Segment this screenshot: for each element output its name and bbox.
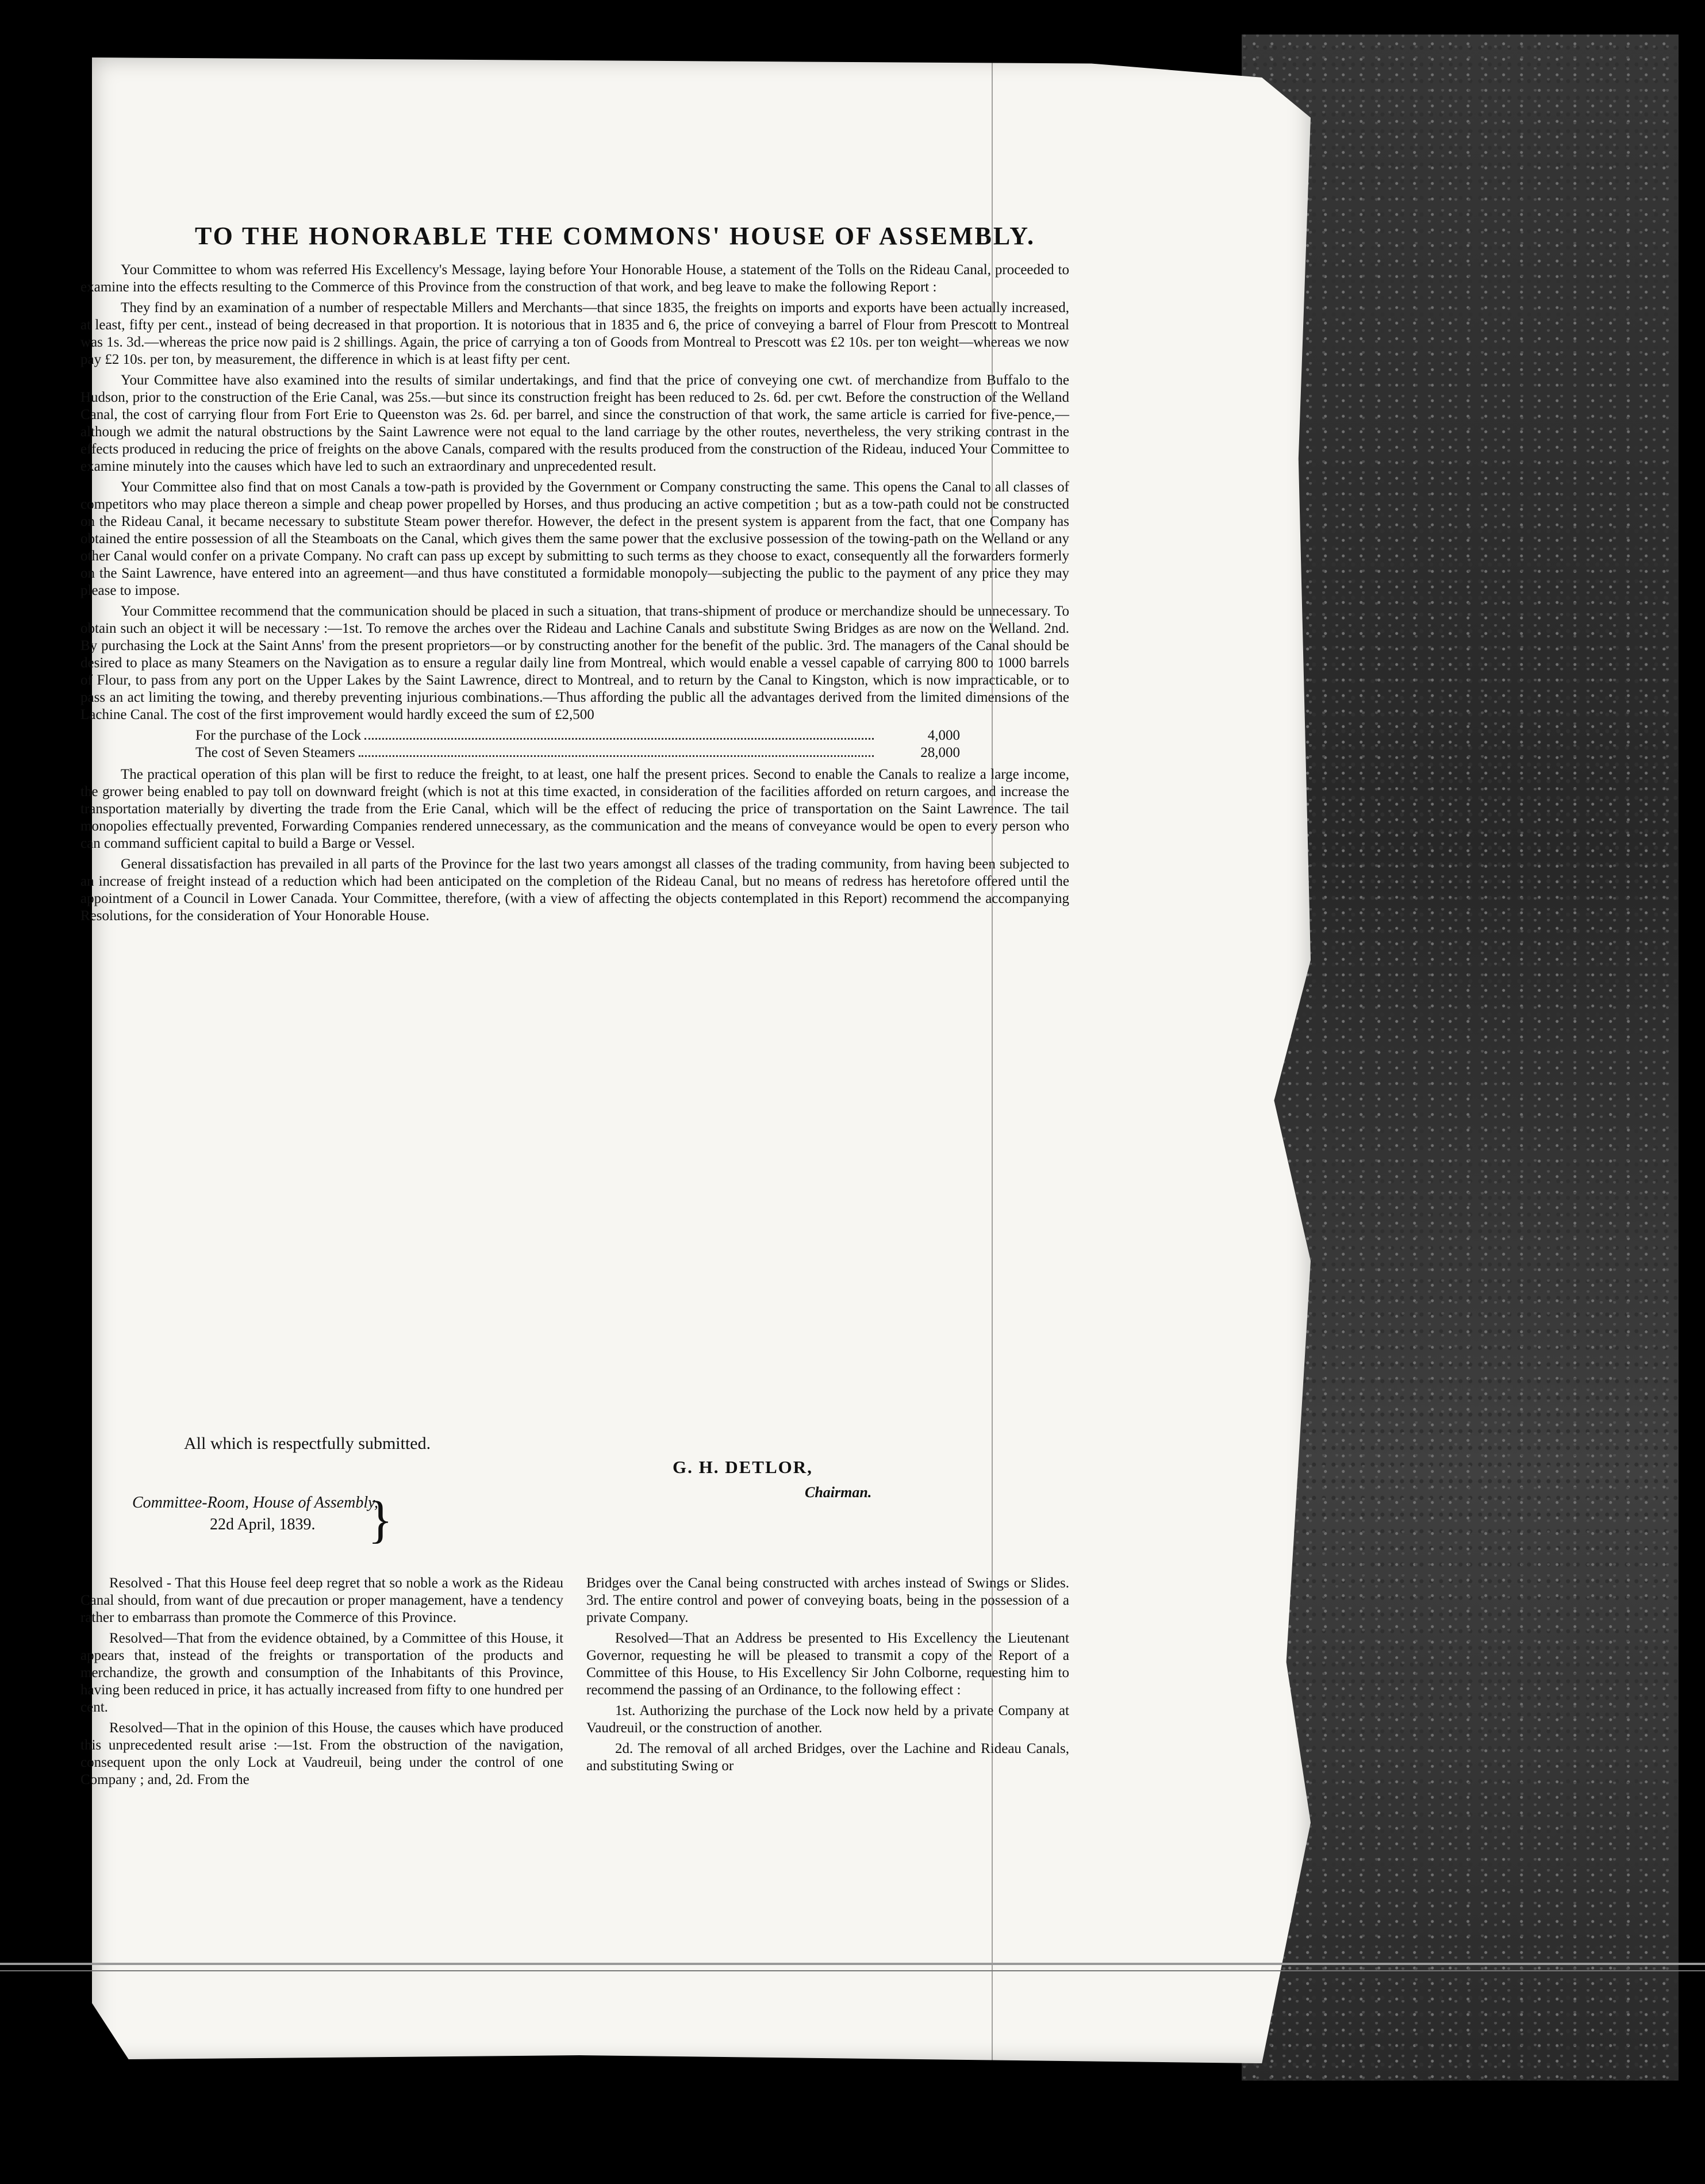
- cost-row: [195, 744, 960, 762]
- brace-glyph: }: [368, 1491, 393, 1548]
- resolution: Resolved - That this House feel deep regret that so noble a work as the Rideau Canal should, from want of due precaution or proper management, have a tendency rather to embarrass than promote the Commerce of this Province.: [80, 1575, 563, 1625]
- committee-block: [132, 1492, 378, 1536]
- paragraph: Your Committee recommend that the communication should be placed in such a situation, that trans-shipment of produce or merchandize should be unnecessary. To obtain such an object it will be necessary :—1st. To remove the arches over the Rideau and Lachine Canals and substitute Swing Bridges as are now on the Welland. 2nd. By purchasing the Lock at the Saint Anns' from the present proprietors—or by constructing another for the benefit of the public. 3rd. The managers of the Canal should be desired to place as many Steamers on the Navigation as to ensure a regular daily line from Montreal, which would enable a vessel capable of carrying 800 to 1000 barrels of Flour, to pass from any port on the Upper Lakes by the Saint Lawrence, direct to Montreal, and to return by the Canal to Kingston, which is now impracticable, or to pass an act limiting the towing, and thereby preventing injurious combinations.—Thus affording the public all the advantages derived from the limited dimensions of the Lachine Canal. The cost of the first improvement would hardly exceed the sum of £2,500: [80, 603, 1069, 722]
- paragraph: General dissatisfaction has prevailed in all parts of the Province for the last two years amongst all classes of the trading community, from having been subjected to an increase of freight instead of a reduction which had been anticipated on the completion of the Rideau Canal, but no means of redress has heretofore offered until the appointment of a Council in Lower Canada. Your Committee, therefore, (with a view of affecting the objects contemplated in this Report) recommend the accompanying Resolutions, for the consideration of Your Honorable House.: [80, 856, 1069, 924]
- resolution: Resolved—That in the opinion of this House, the causes which have produced this unprecedented result arise :—1st. From the obstruction of the navigation, consequent upon the only Lock at Vaudreuil, being under the control of one Company ; and, 2d. From the: [80, 1720, 563, 1787]
- signer-name: G. H. DETLOR,: [673, 1457, 813, 1477]
- paragraph: Your Committee to whom was referred His Excellency's Message, laying before Your Honorable House, a statement of the Tolls on the Rideau Canal, proceeded to examine into the effects resulting to the Commerce of this Province from the construction of that work, and beg leave to make the following Report :: [80, 262, 1069, 295]
- paragraph: They find by an examination of a number of respectable Millers and Merchants—that since 1835, the freights on imports and exports have been actually increased, at least, fifty per cent., instead of being decreased in that proportion. It is notorious that in 1835 and 6, the price of conveying a barrel of Flour from Prescott to Montreal was 1s. 3d.—whereas the price now paid is 2 shillings. Again, the price of carrying a ton of Goods from Montreal to Prescott was £2 10s. per ton weight—whereas we now pay £2 10s. per ton, by measurement, the difference in which is at least fifty per cent.: [80, 300, 1069, 367]
- cost-value: 28,000: [920, 745, 960, 760]
- paragraph: The practical operation of this plan will be first to reduce the freight, to at least, one half the present prices. Second to enable the Canals to realize a large income, the grower being enabled to pay toll on downward freight (which is not at this time exacted, in consideration of the facilities afforded on return cargoes, and increase the transportation materially by diverting the trade from the Erie Canal, which will be the effect of reducing the price of transportation on the Saint Lawrence. The tail monopolies effectually prevented, Forwarding Companies rendered unnecessary, as the communication and the means of conveyance would be open to every person who can command sufficient capital to build a Barge or Vessel.: [80, 767, 1069, 851]
- scan-rule: [0, 1963, 1705, 1965]
- cost-table: [195, 727, 960, 762]
- leader-dots: [359, 744, 874, 757]
- resolutions-left-column: [80, 1575, 563, 1792]
- page-title: TO THE HONORABLE THE COMMONS' HOUSE OF ASSEMBLY.: [195, 222, 1035, 250]
- paragraph: Your Committee also find that on most Canals a tow-path is provided by the Government or Company constructing the same. This opens the Canal to all classes of competitors who may place thereon a simple and cheap power propelled by Horses, and thus producing an active competition ; but as a tow-path could not be constructed on the Rideau Canal, it became necessary to substitute Steam power therefor. However, the defect in the present system is apparent from the fact, that one Company has obtained the entire possession of all the Steamboats on the Canal, which gives them the same power that the exclusive possession of the towing-path on the Welland or any other Canal would confer on a private Company. No craft can pass up except by submitting to such terms as they choose to exact, consequently all the forwarders formerly on the Saint Lawrence, have entered into an agreement—and thus have constituted a formidable monopoly—subjecting the public to the payment of any price they may please to impose.: [80, 479, 1069, 598]
- closing-line: All which is respectfully submitted.: [184, 1434, 431, 1453]
- resolution: Bridges over the Canal being constructed with arches instead of Swings or Slides. 3rd. The entire control and power of conveying boats, being in the possession of a private Company.: [586, 1575, 1069, 1625]
- cost-label: The cost of Seven Steamers: [195, 745, 355, 760]
- scan-rule: [0, 1970, 1705, 1971]
- resolution: Resolved—That an Address be presented to His Excellency the Lieutenant Governor, requesting he will be pleased to transmit a copy of the Report of a Committee of this House, to His Excellency Sir John Colborne, requesting him to recommend the passing of an Ordinance, to the following effect :: [586, 1631, 1069, 1698]
- resolutions: [80, 1575, 1069, 1792]
- signer-title: Chairman.: [805, 1484, 872, 1501]
- committee-room: Committee-Room, House of Assembly,: [132, 1494, 378, 1512]
- cost-label: For the purchase of the Lock: [195, 728, 362, 743]
- scan-background: [1242, 34, 1679, 2081]
- cost-value: 4,000: [927, 728, 960, 743]
- report-body: [80, 262, 1069, 928]
- resolution: 2d. The removal of all arched Bridges, over the Lachine and Rideau Canals, and substituting Swing or: [586, 1741, 1069, 1774]
- paragraph: Your Committee have also examined into the results of similar undertakings, and find that the price of conveying one cwt. of merchandize from Buffalo to the Hudson, prior to the construction of the Erie Canal, was 25s.—but since its construction freight has been reduced to 2s. 6d. per cwt. Before the construction of the Welland Canal, the cost of carrying flour from Fort Erie to Queenston was 2s. 6d. per barrel, and since the construction of that work, the same article is carried for five-pence,—although we admit the natural obstructions by the Saint Lawrence were not equal to the land carriage by the other routes, nevertheless, the very striking contrast in the effects produced in reducing the price of freights on the above Canals, compared with the results produced from the construction of the Rideau, induced Your Committee to examine minutely into the causes which have led to such an extraordinary and unprecedented result.: [80, 372, 1069, 474]
- resolution: Resolved—That from the evidence obtained, by a Committee of this House, it appears that, instead of the freights or transportation of the products and merchandize, the growth and consumption of the Inhabitants of this Province, having been reduced in price, it has actually increased from fifty to one hundred per cent.: [80, 1631, 563, 1715]
- resolutions-right-column: [586, 1575, 1069, 1792]
- cost-row: [195, 727, 960, 744]
- leader-dots: [364, 727, 874, 740]
- report-date: 22d April, 1839.: [210, 1516, 316, 1533]
- resolution: 1st. Authorizing the purchase of the Lock now held by a private Company at Vaudreuil, or the construction of another.: [586, 1703, 1069, 1736]
